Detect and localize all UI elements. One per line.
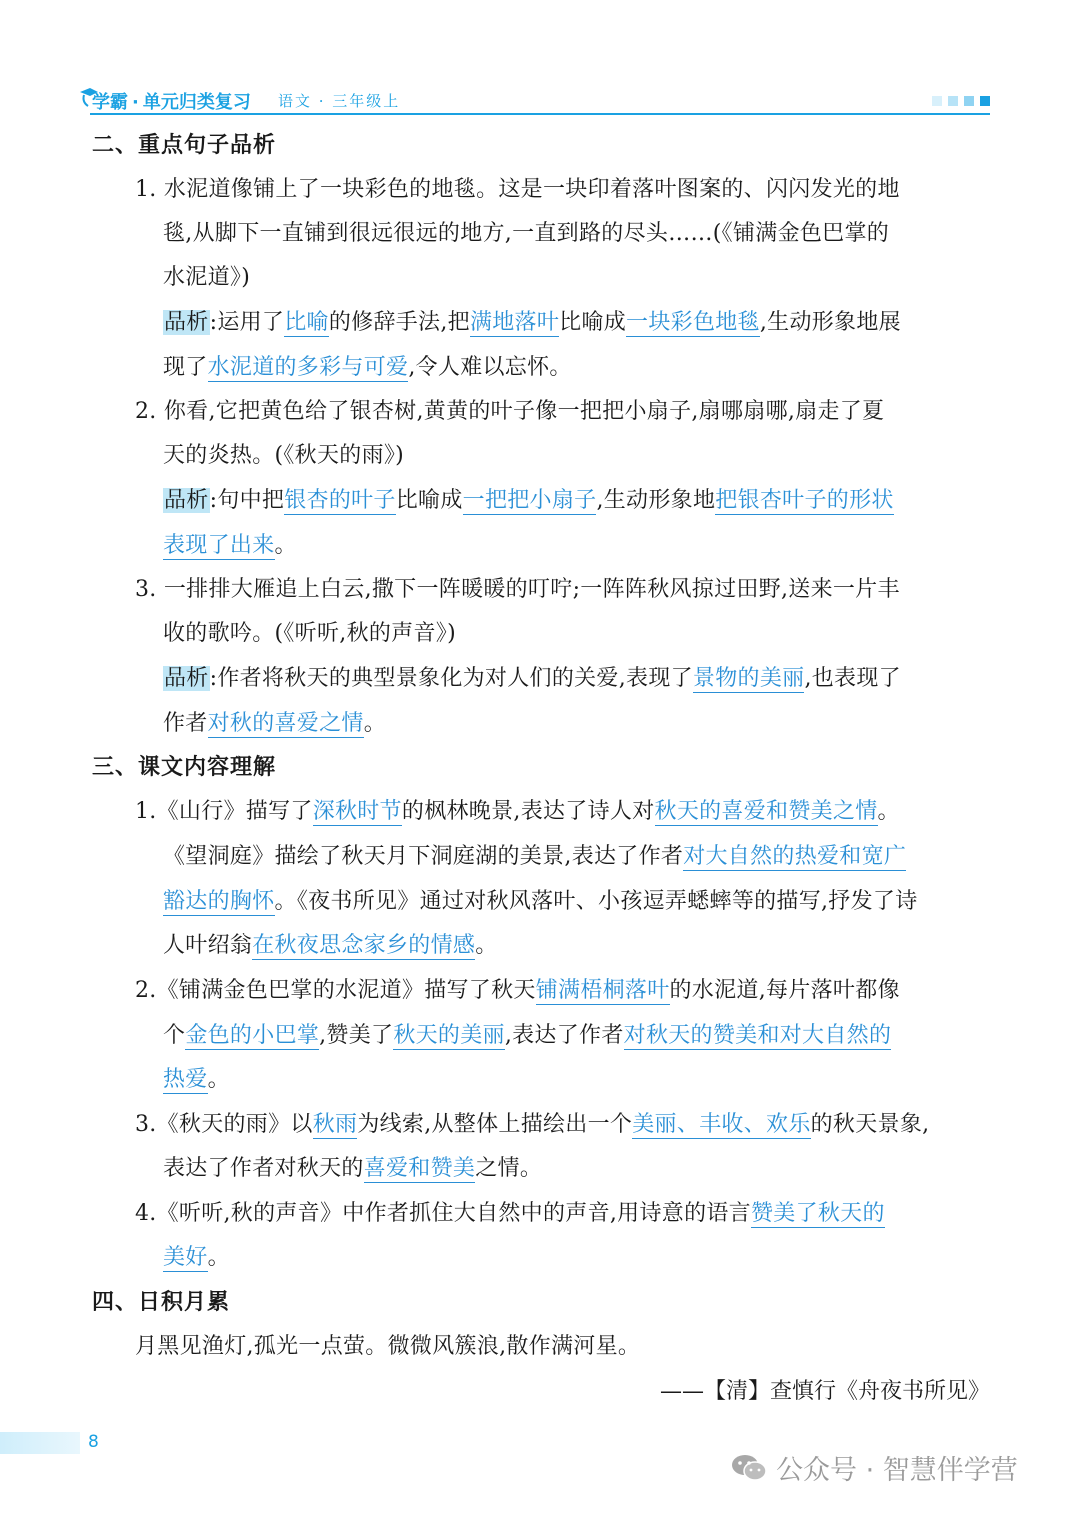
content-text: 2.《铺满金色巴掌的水泥道》描写了秋天 — [135, 978, 536, 1003]
answer-underline: 美好 — [163, 1245, 208, 1270]
header-rule — [90, 113, 990, 115]
answer-underline: 对秋的喜爱之情 — [207, 711, 364, 736]
content-4-line-2 — [163, 1240, 230, 1271]
answer-underline: 深秋时节 — [312, 799, 402, 824]
content-2-line-3 — [163, 1062, 230, 1093]
answer-underline: 铺满梧桐落叶 — [535, 978, 670, 1003]
analysis-text: :作者将秋天的典型景象化为对人们的关爱,表现了 — [209, 666, 693, 691]
content-text: 。 — [207, 1245, 230, 1270]
header-subject: 语文 · 三年级上 — [278, 92, 401, 110]
analysis-tag: 品析 — [164, 666, 209, 691]
content-text: ,表达了作者 — [504, 1023, 624, 1048]
analysis-text: 作者 — [163, 711, 208, 736]
answer-underline: 豁达的胸怀 — [163, 889, 275, 914]
content-text: 《望洞庭》描绘了秋天月下洞庭湖的美景,表达了作者 — [163, 844, 684, 869]
verse-citation: ——【清】查慎行《舟夜书所见》 — [659, 1379, 990, 1404]
page-number-bar — [0, 1432, 80, 1454]
brand-separator: · — [132, 92, 139, 113]
answer-underline: 一把把小扇子 — [462, 488, 597, 513]
answer-underline: 满地落叶 — [469, 310, 560, 335]
content-text: 的水泥道,每片落叶都像 — [669, 978, 900, 1003]
content-text: 。《夜书所见》通过对秋风落叶、小孩逗弄蟋蟀等的描写,抒发了诗 — [274, 889, 918, 914]
analysis-text: 比喻成 — [559, 310, 627, 335]
answer-underline: 一块彩色地毯 — [626, 310, 760, 335]
section-heading: 四、日积月累 — [92, 1290, 231, 1315]
answer-underline: 对大自然的热爱和宽广 — [683, 844, 907, 869]
section-heading: 三、课文内容理解 — [92, 755, 277, 780]
analysis-3-line-2 — [163, 706, 386, 737]
wechat-icon — [730, 1453, 768, 1483]
content-text: 表达了作者对秋天的 — [163, 1156, 364, 1181]
analysis-text: :运用了 — [209, 310, 285, 335]
analysis-1-line-2 — [163, 350, 572, 381]
content-text: 人叶绍翁 — [163, 933, 253, 958]
analysis-2-line-1 — [163, 483, 894, 514]
answer-underline: 喜爱和赞美 — [363, 1156, 476, 1181]
square-decoration — [980, 96, 990, 106]
analysis-1-line-1 — [163, 305, 901, 336]
analysis-text: 。 — [274, 533, 297, 558]
watermark — [730, 1448, 1018, 1487]
answer-underline: 比喻 — [284, 310, 329, 335]
verse: 月黑见渔灯,孤光一点萤。微微风簇浪,散作满河星。 — [135, 1334, 641, 1359]
content-text: ,赞美了 — [319, 1023, 394, 1048]
content-2-line-1 — [135, 973, 900, 1004]
analysis-3-line-1 — [163, 661, 901, 692]
analysis-text: :句中把 — [209, 488, 285, 513]
answer-underline: 秋天的美丽 — [393, 1023, 505, 1048]
analysis-text: ,生动形象地 — [596, 488, 716, 513]
content-text: 3.《秋天的雨》以 — [135, 1112, 313, 1137]
content-1-line-2 — [163, 839, 906, 870]
answer-underline: 水泥道的多彩与可爱 — [207, 355, 409, 380]
content-text: 1.《山行》描写了 — [135, 799, 313, 824]
sentence-2-line-1: 2. 你看,它把黄色给了银杏树,黄黄的叶子像一把把小扇子,扇哪扇哪,扇走了夏 — [135, 399, 885, 424]
header-brand — [92, 88, 251, 114]
page-header — [78, 80, 990, 116]
answer-underline: 银杏的叶子 — [284, 488, 396, 513]
answer-underline: 对秋天的赞美和对大自然的 — [623, 1023, 892, 1048]
analysis-text: 比喻成 — [395, 488, 463, 513]
answer-underline: 景物的美丽 — [692, 666, 805, 691]
sentence-3-line-1: 3. 一排排大雁追上白云,撒下一阵暖暖的叮咛;一阵阵秋风掠过田野,送来一片丰 — [135, 577, 900, 602]
watermark-text: 公众号 · 智慧伴学营 — [776, 1455, 1018, 1486]
analysis-text: 现了 — [163, 355, 208, 380]
answer-underline: 把银杏叶子的形状 — [715, 488, 894, 513]
answer-underline: 秋雨 — [312, 1112, 358, 1137]
content-2-line-2 — [163, 1018, 891, 1049]
sentence-3-line-2: 收的歌吟。(《听听,秋的声音》) — [163, 621, 456, 646]
series-name: 单元归类复习 — [142, 92, 251, 113]
analysis-text: 的修辞手法,把 — [328, 310, 470, 335]
answer-underline: 热爱 — [163, 1067, 208, 1092]
analysis-tag: 品析 — [164, 488, 209, 513]
header-squares-decoration — [932, 96, 990, 106]
answer-underline: 秋天的喜爱和赞美之情 — [654, 799, 878, 824]
content-text: 。 — [877, 799, 900, 824]
analysis-text: ,也表现了 — [804, 666, 901, 691]
analysis-text: ,令人难以忘怀。 — [408, 355, 572, 380]
answer-underline: 金色的小巴掌 — [185, 1023, 320, 1048]
content-3-line-2 — [163, 1151, 542, 1182]
section-heading: 二、重点句子品析 — [92, 133, 277, 158]
content-text: 4.《听听,秋的声音》中作者抓住大自然中的声音,用诗意的语言 — [135, 1201, 751, 1226]
content-1-line-3 — [163, 884, 918, 915]
sentence-1-line-1: 1. 水泥道像铺上了一块彩色的地毯。这是一块印着落叶图案的、闪闪发光的地 — [135, 177, 900, 202]
answer-underline: 赞美了秋天的 — [750, 1201, 885, 1226]
analysis-2-line-2 — [163, 528, 297, 559]
content-text: 。 — [207, 1067, 230, 1092]
content-4-line-1 — [135, 1196, 885, 1227]
content-1-line-1 — [135, 794, 900, 825]
content-text: 。 — [475, 933, 498, 958]
analysis-tag: 品析 — [164, 310, 209, 335]
content-text: 的枫林晚景,表达了诗人对 — [401, 799, 655, 824]
page-number: 8 — [88, 1432, 99, 1452]
square-decoration — [964, 96, 974, 106]
brand-name: 学霸 — [92, 92, 128, 113]
content-text: 的秋天景象, — [810, 1112, 930, 1137]
sentence-2-line-2: 天的炎热。(《秋天的雨》) — [163, 443, 405, 468]
square-decoration — [948, 96, 958, 106]
content-text: 为线索,从整体上描绘出一个 — [357, 1112, 633, 1137]
square-decoration — [932, 96, 942, 106]
analysis-text: 。 — [363, 711, 387, 736]
content-3-line-1 — [135, 1107, 929, 1138]
answer-underline: 表现了出来 — [163, 533, 275, 558]
analysis-text: ,生动形象地展 — [759, 310, 901, 335]
answer-underline: 美丽、丰收、欢乐 — [632, 1112, 811, 1137]
sentence-1-line-2: 毯,从脚下一直铺到很远很远的地方,一直到路的尽头……(《铺满金色巴掌的 — [163, 221, 890, 246]
content-1-line-4 — [163, 928, 498, 959]
sentence-1-line-3: 水泥道》) — [163, 265, 251, 290]
content-text: 之情。 — [475, 1156, 543, 1181]
content-text: 个 — [163, 1023, 186, 1048]
answer-underline: 在秋夜思念家乡的情感 — [252, 933, 476, 958]
